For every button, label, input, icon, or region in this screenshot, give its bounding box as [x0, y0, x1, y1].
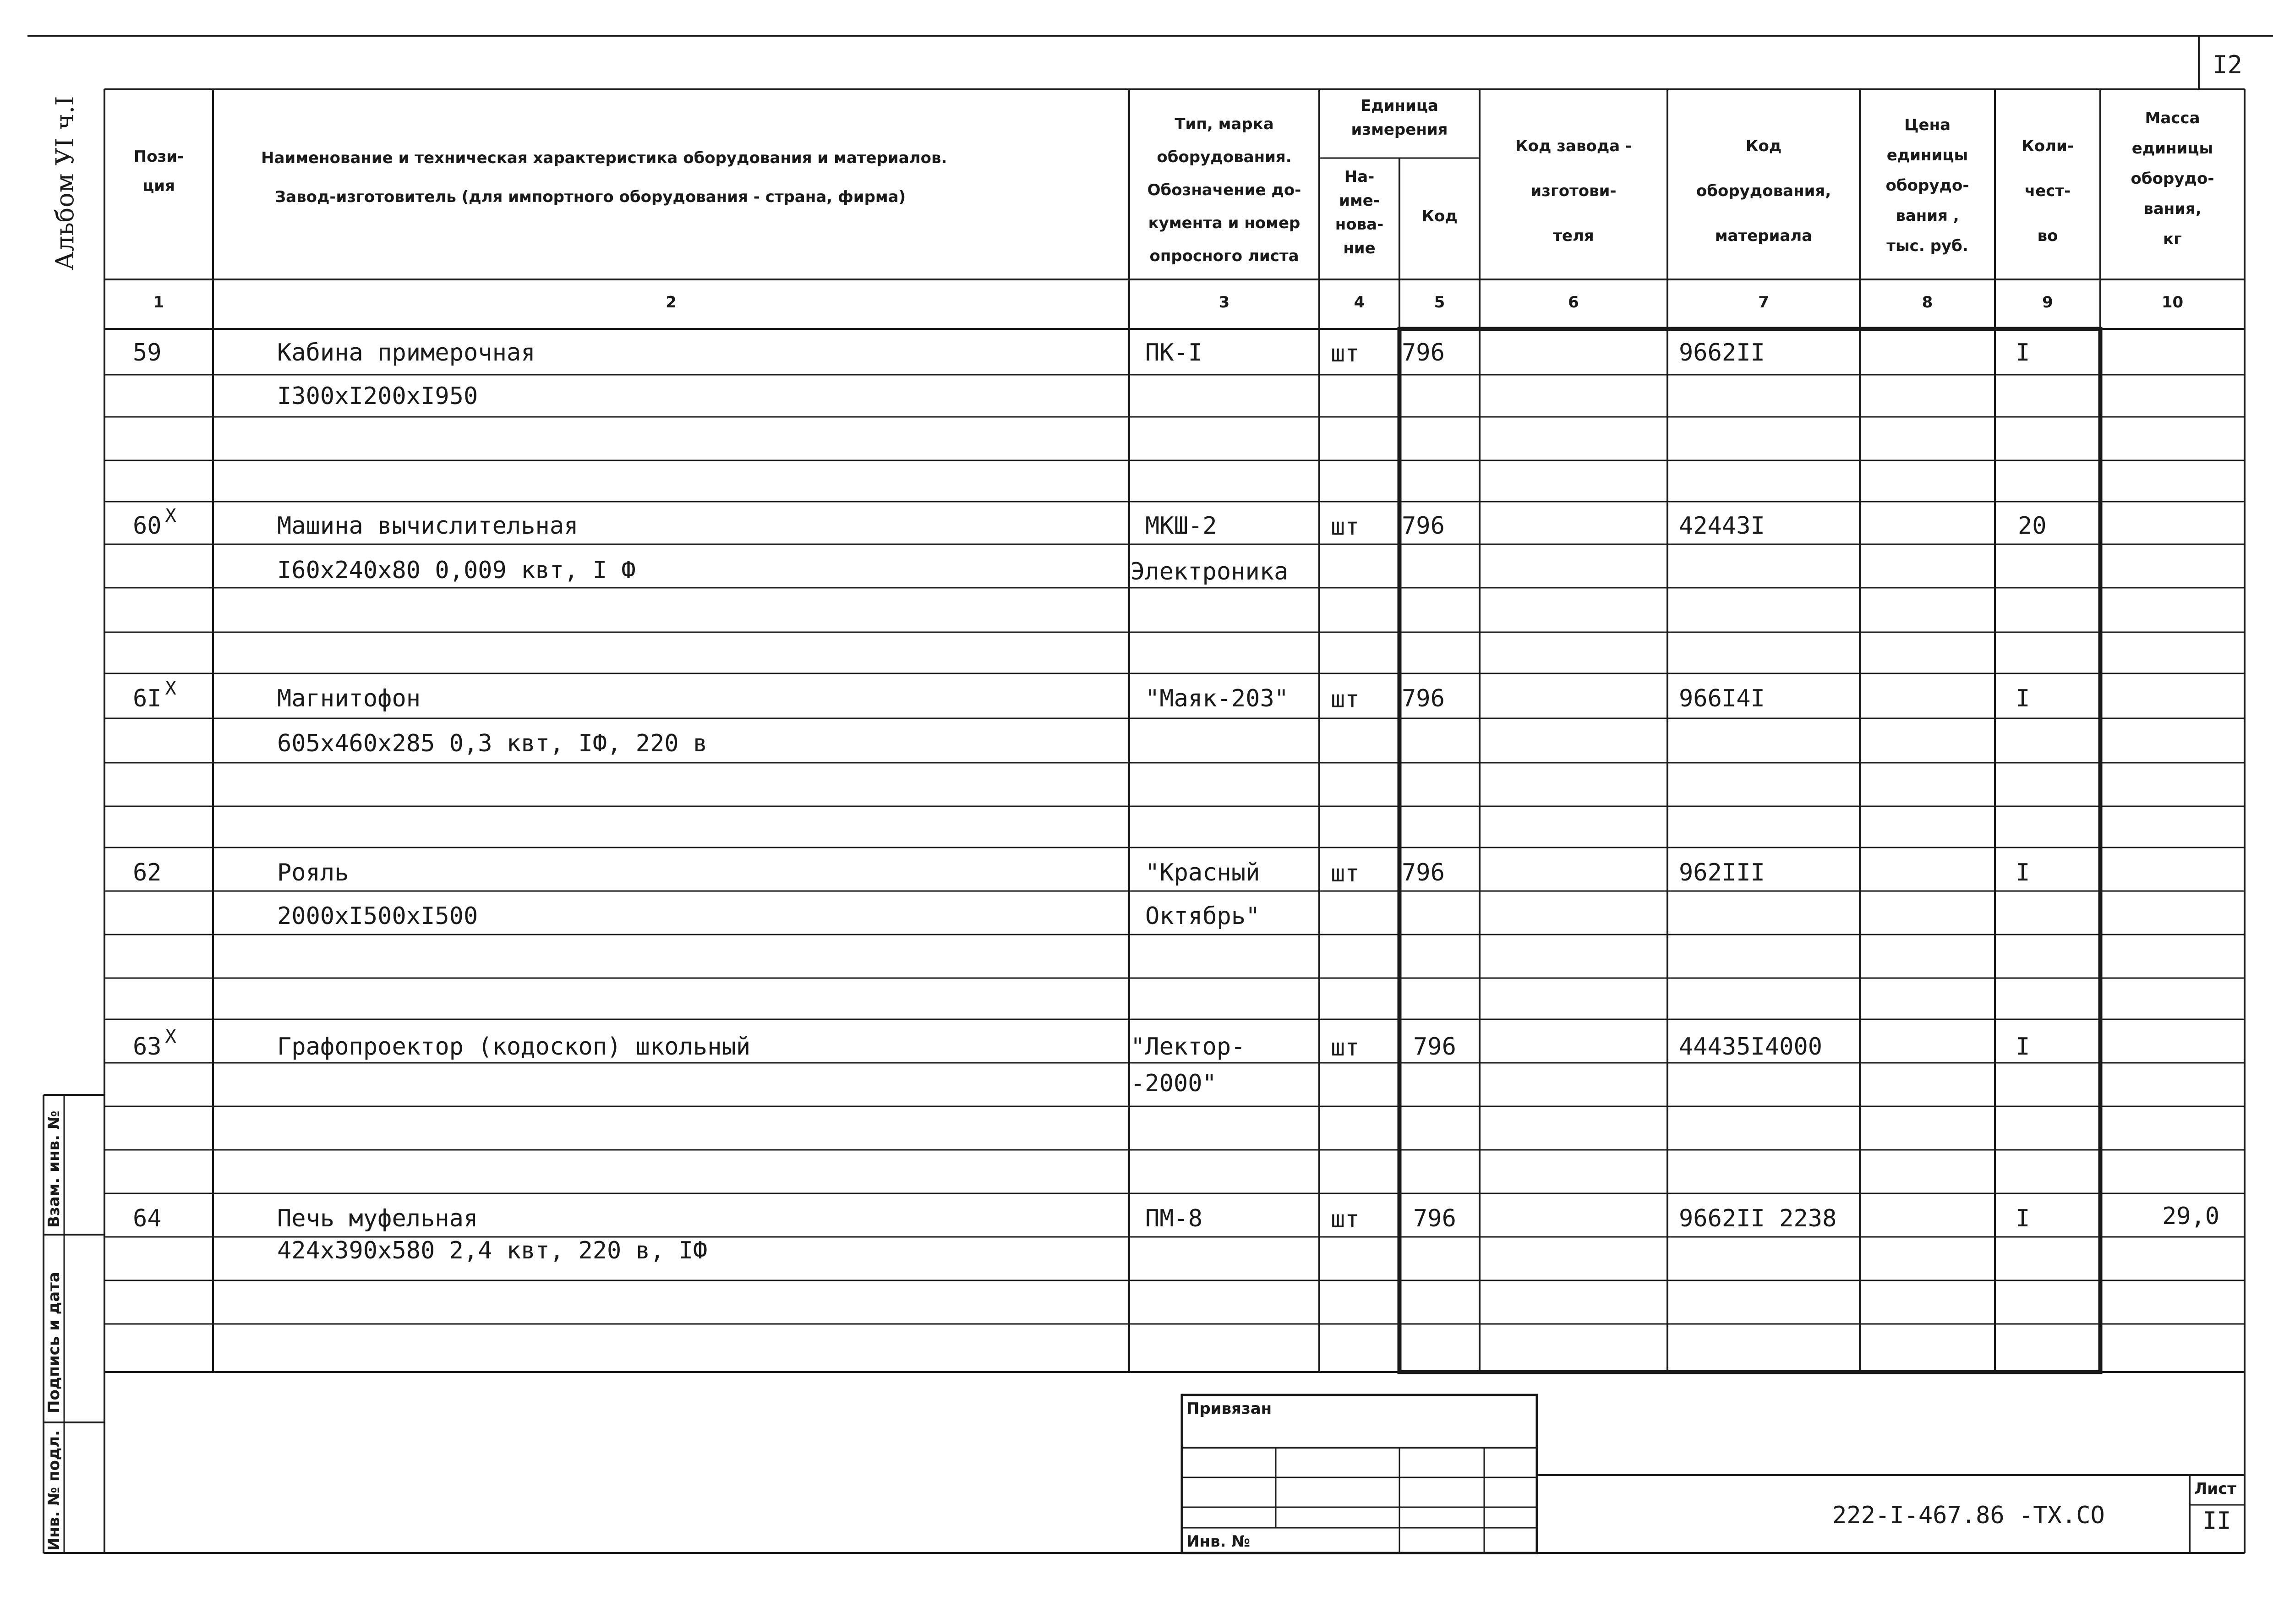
column-number-7: 7	[1758, 293, 1769, 312]
header-factory-code: Код завода - изготови- теля	[1515, 137, 1632, 245]
row-unit-code: 796	[1413, 1033, 1456, 1061]
row-name: Печь муфельная	[277, 1205, 478, 1232]
row-equipment-code: 962III	[1679, 859, 1765, 886]
row-position: 59	[133, 339, 162, 366]
stamp-vzam-inv: Взам. инв. №	[45, 1110, 63, 1228]
row-unit: шт	[1331, 686, 1360, 713]
row-equipment-code: 9662II	[1679, 339, 1765, 366]
row-type-cont: Электроника	[1131, 558, 1289, 585]
header-type: Тип, марка оборудования. Обозначение до- кумента и номер опросного листа	[1147, 115, 1301, 265]
column-number-10: 10	[2161, 293, 2184, 312]
row-unit: шт	[1331, 340, 1360, 367]
row-unit-code: 796	[1402, 685, 1445, 712]
column-number-6: 6	[1568, 293, 1579, 312]
row-name: Магнитофон	[277, 685, 421, 712]
header-mass: Масса единицы оборудо- вания, кг	[2131, 109, 2214, 248]
row-equipment-code: 42443I	[1679, 512, 1765, 540]
header-name-line2: Завод-изготовитель (для импортного оборудования - страна, фирма)	[275, 188, 906, 206]
row-type: "Красный	[1145, 859, 1260, 886]
document-code: 222-I-467.86 -ТХ.СО	[1832, 1502, 2105, 1529]
row-spec: 605x460x285 0,3 квт, IФ, 220 в	[277, 730, 708, 757]
header-name-line1: Наименование и техническая характеристика оборудования и материалов.	[261, 149, 947, 167]
row-equipment-code: 9662II 2238	[1679, 1205, 1837, 1232]
row-position: 63 $^X$	[133, 1026, 176, 1061]
row-spec: 2000xI500xI500	[277, 902, 478, 930]
column-number-2: 2	[666, 293, 677, 312]
row-quantity: 20	[2018, 512, 2047, 540]
row-quantity: I	[2016, 859, 2030, 886]
header-equipment-code: Код оборудования, материала	[1696, 137, 1831, 245]
column-number-3: 3	[1218, 293, 1230, 312]
row-unit: шт	[1331, 860, 1360, 887]
row-type-cont: Октябрь"	[1145, 902, 1260, 930]
row-quantity: I	[2016, 685, 2030, 712]
header-price: Цена единицы оборудо- вания , тыс. руб.	[1885, 116, 1969, 255]
column-number-4: 4	[1354, 293, 1365, 312]
row-unit-code: 796	[1402, 859, 1445, 886]
row-mass: 29,0	[2162, 1203, 2220, 1230]
sheet-list-label: Лист	[2194, 1480, 2236, 1498]
column-number-8: 8	[1922, 293, 1933, 312]
row-equipment-code: 966I4I	[1679, 685, 1765, 712]
row-quantity: I	[2016, 1205, 2030, 1232]
row-position: 64	[133, 1205, 162, 1232]
row-unit-code: 796	[1402, 339, 1445, 366]
column-number-5: 5	[1434, 293, 1445, 312]
header-position: Пози- ция	[133, 148, 184, 195]
row-position: 62	[133, 859, 162, 886]
row-name: Графопроектор (кодоскоп) школьный	[277, 1033, 751, 1061]
row-position: 6I $^X$	[133, 678, 176, 712]
column-number-9: 9	[2042, 293, 2053, 312]
stamp-inv-podl: Инв. № подл.	[45, 1430, 63, 1551]
column-number-1: 1	[153, 293, 164, 312]
row-quantity: I	[2016, 1033, 2030, 1061]
stamp-podpis-data: Подпись и дата	[45, 1272, 63, 1413]
row-unit: шт	[1331, 513, 1360, 541]
row-type: МКШ-2	[1145, 512, 1217, 540]
sheet-corner-number: I2	[2213, 50, 2243, 79]
row-unit: шт	[1331, 1206, 1360, 1233]
row-unit-code: 796	[1413, 1205, 1456, 1232]
row-quantity: I	[2016, 339, 2030, 366]
row-spec: I60x240x80 0,009 квт, I Ф	[277, 557, 636, 584]
row-type-cont: -2000"	[1131, 1070, 1217, 1097]
header-unit-group: Единица измерения	[1351, 97, 1448, 139]
row-spec: I300xI200xI950	[277, 383, 478, 410]
row-spec: 424x390x580 2,4 квт, 220 в, IФ	[277, 1237, 708, 1264]
privyazan-label: Привязан	[1186, 1400, 1272, 1418]
row-position: 60 $^X$	[133, 505, 176, 540]
row-name: Кабина примерочная	[277, 339, 535, 366]
album-label: Альбом УI ч.I	[50, 96, 79, 270]
sheet-list-value: II	[2202, 1507, 2231, 1535]
inv-no-label: Инв. №	[1186, 1532, 1251, 1551]
row-equipment-code: 44435I4000	[1679, 1033, 1823, 1061]
header-quantity: Коли- чест- во	[2022, 137, 2074, 245]
header-unit-name: На- име- нова- ние	[1335, 168, 1384, 257]
row-name: Рояль	[277, 859, 349, 886]
row-type: ПК-I	[1145, 339, 1203, 366]
row-type: ПМ-8	[1145, 1205, 1203, 1232]
row-type: "Маяк-203"	[1145, 685, 1289, 712]
row-name: Машина вычислительная	[277, 512, 579, 540]
row-type: "Лектор-	[1131, 1033, 1246, 1061]
row-unit-code: 796	[1402, 512, 1445, 540]
row-unit: шт	[1331, 1034, 1360, 1061]
header-unit-code: Код	[1421, 207, 1458, 225]
